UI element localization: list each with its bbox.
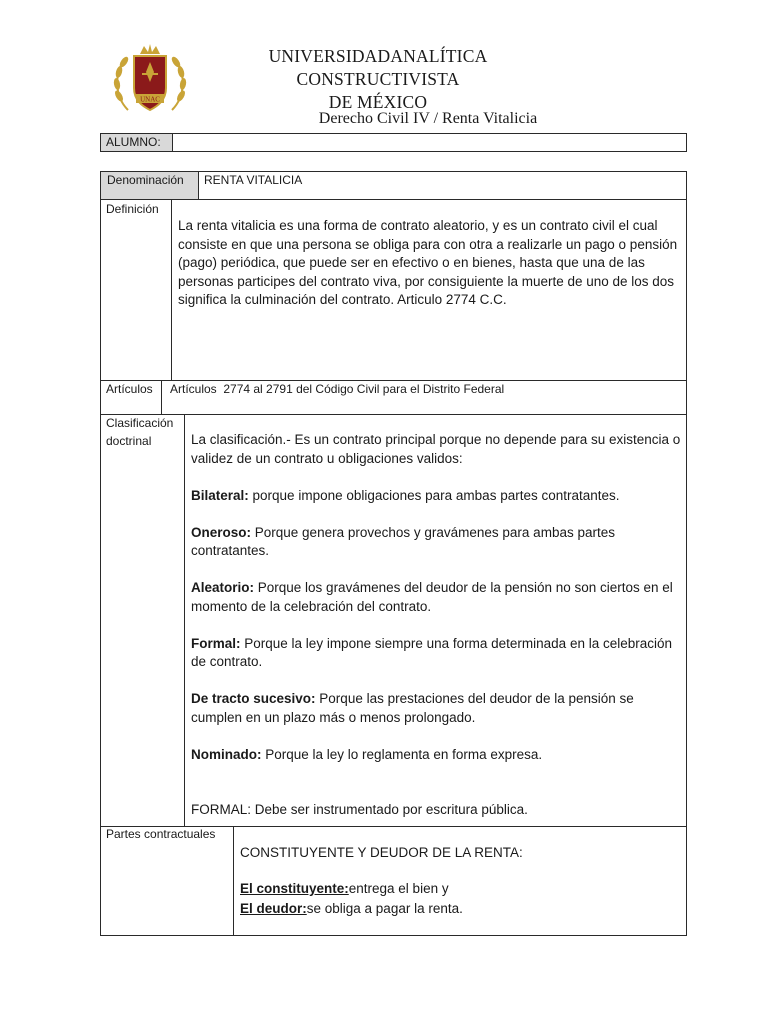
constituyente-line: [240, 880, 680, 898]
deudor-term: El deudor:: [240, 901, 307, 916]
deudor-text: se obliga a pagar la renta.: [306, 901, 463, 916]
alumno-field[interactable]: [178, 134, 683, 150]
clasificacion-label-line1: Clasificación: [106, 416, 174, 430]
clasificacion-text: Porque los gravámenes del deudor de la pensión no son ciertos en el momento de la celebración del contrato.: [191, 580, 673, 614]
definicion-text: La renta vitalicia es una forma de contrato aleatorio, y es un contrato civil el cual consiste en que una persona se obliga para con otra a realizarle un pago o pensión (pago) periódica, que puede ser en efectivo o en bienes, hasta que una de las personas participes del contrato viva, por consiguiente la muerte de uno de los dos significa la culminación del contrato. Articulo 2774 C.C.: [178, 218, 678, 307]
divider: [161, 380, 162, 414]
clasificacion-text: Porque la ley lo reglamenta en forma expresa.: [261, 746, 543, 762]
clasificacion-term: Nominado:: [191, 746, 262, 762]
clasificacion-term: Formal:: [191, 635, 241, 651]
clasificacion-item: [191, 690, 681, 727]
clasificacion-item: [191, 487, 681, 506]
divider: [100, 199, 687, 200]
clasificacion-item: [191, 635, 681, 672]
denominacion-value: RENTA VITALICIA: [204, 173, 303, 187]
denominacion-label: Denominación: [107, 173, 184, 187]
alumno-label: ALUMNO:: [106, 135, 161, 149]
clasificacion-text: Porque genera provechos y gravámenes para ambas partes contratantes.: [191, 524, 615, 558]
divider: [171, 199, 172, 380]
divider: [233, 826, 234, 936]
university-name-line1: UNIVERSIDADANALÍTICA CONSTRUCTIVISTA: [268, 46, 488, 89]
university-logo: [110, 40, 190, 122]
clasificacion-item: [191, 524, 681, 561]
divider: [184, 414, 185, 826]
logo-text: UNAC: [140, 95, 160, 104]
clasificacion-label-line2: doctrinal: [106, 434, 152, 448]
definicion-label: Definición: [106, 202, 159, 216]
clasificacion-text: Porque las prestaciones del deudor de la pensión se cumplen en un plazo más o menos prolongado.: [191, 691, 634, 725]
clasificacion-intro: La clasificación.- Es un contrato principal porque no depende para su existencia o validez de un contrato u obligaciones validos:: [191, 432, 681, 466]
articulos-value: Artículos 2774 al 2791 del Código Civil para el Distrito Federal: [170, 382, 505, 396]
partes-content: [240, 844, 680, 918]
clasificacion-content: [191, 431, 681, 820]
clasificacion-term: Bilateral:: [191, 487, 249, 503]
university-name: [200, 45, 556, 114]
deudor-line: [240, 900, 680, 918]
clasificacion-text: Porque la ley impone siempre una forma determinada en la celebración de contrato.: [191, 635, 673, 669]
clasificacion-item: [191, 579, 681, 616]
partes-label: Partes contractuales: [106, 827, 216, 841]
clasificacion-label: [106, 415, 182, 449]
articulos-label: Artículos: [106, 382, 153, 396]
divider: [198, 171, 199, 199]
clasificacion-text: porque impone obligaciones para ambas partes contratantes.: [248, 487, 620, 503]
constituyente-term: El constituyente:: [240, 881, 349, 896]
clasificacion-footer: FORMAL: Debe ser instrumentado por escritura pública.: [191, 802, 528, 817]
clasificacion-item: [191, 746, 681, 765]
clasificacion-term: De tracto sucesivo:: [191, 691, 316, 706]
divider: [100, 414, 687, 415]
clasificacion-term: Aleatorio:: [191, 580, 255, 595]
constituyente-text: entrega el bien y: [348, 881, 449, 896]
course-title: Derecho Civil IV / Renta Vitalicia: [318, 110, 538, 127]
partes-heading: CONSTITUYENTE Y DEUDOR DE LA RENTA:: [240, 845, 523, 860]
clasificacion-term: Oneroso:: [191, 524, 252, 540]
divider: [172, 133, 173, 152]
university-name-line2: DE MÉXICO: [328, 92, 428, 112]
